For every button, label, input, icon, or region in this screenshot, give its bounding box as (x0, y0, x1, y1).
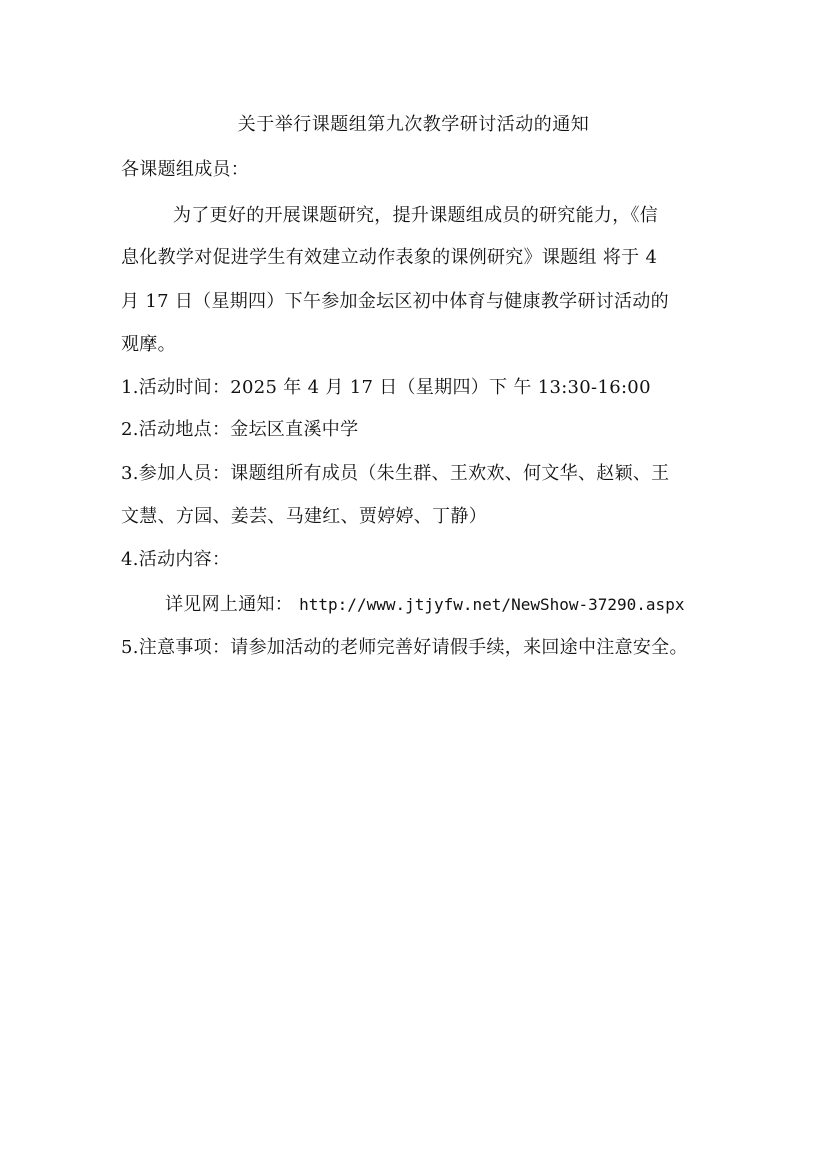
item-place: 2.活动地点：金坛区直溪中学 (121, 419, 359, 440)
item-time: 1.活动时间：2025 年 4 月 17 日（星期四）下 午 13:30-16:00 (121, 377, 651, 398)
body-line-3: 月 17 日（星期四）下午参加金坛区初中体育与健康教学研讨活动的 (121, 291, 669, 312)
document-title: 关于举行课题组第九次教学研讨活动的通知 (237, 114, 590, 135)
body-line-1: 为了更好的开展课题研究，提升课题组成员的研究能力，《信 (173, 205, 659, 226)
item-people-line-1: 3.参加人员：课题组所有成员（朱生群、王欢欢、何文华、赵颖、王 (121, 463, 670, 484)
salutation: 各课题组成员： (121, 159, 250, 180)
detail-line (165, 590, 684, 616)
item-people-line-2: 文慧、方园、姜芸、马建红、贾婷婷、丁静） (121, 506, 487, 527)
body-line-2: 息化教学对促进学生有效建立动作表象的课例研究》课题组 将于 4 (121, 247, 658, 268)
detail-url-link[interactable]: http://www.jtjyfw.net/NewShow-37290.aspx (299, 595, 685, 614)
detail-label: 详见网上通知： (165, 594, 294, 615)
item-content-label: 4.活动内容： (121, 549, 231, 570)
item-notes: 5.注意事项：请参加活动的老师完善好请假手续，来回途中注意安全。 (121, 637, 688, 658)
body-line-4: 观摩。 (121, 334, 176, 355)
